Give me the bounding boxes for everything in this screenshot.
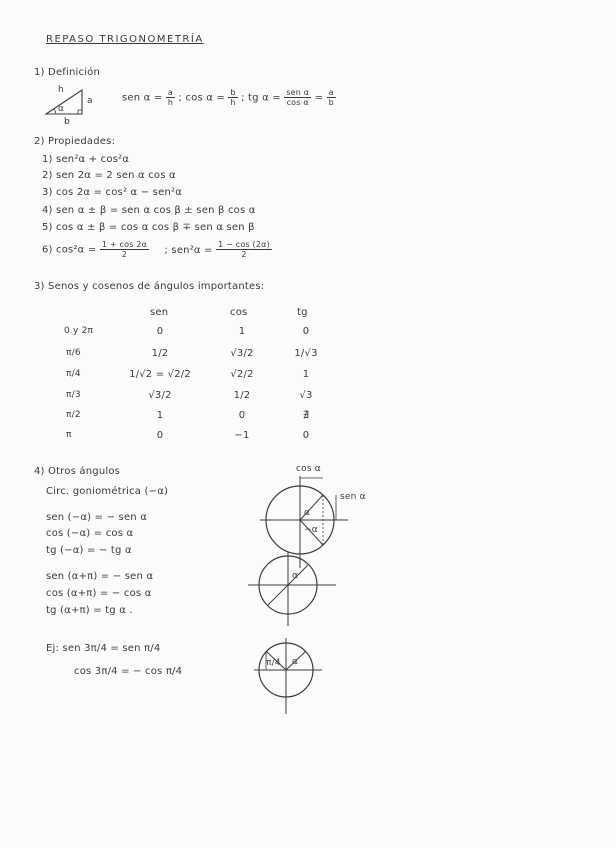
label-alpha-3: α	[292, 657, 299, 667]
row-label: 0 y 2π	[64, 326, 94, 336]
label-alpha-1: α	[304, 508, 311, 518]
property-6-cos: 6) cos²α =	[42, 244, 97, 256]
property-6-sen: ; sen²α =	[164, 244, 213, 256]
property-6	[42, 240, 272, 259]
property-6-frac-1: $\frac{1 + \cos 2\alpha}{2}$	[101, 240, 148, 259]
row-label: π/3	[66, 390, 81, 400]
triangle-label-h: h	[58, 85, 64, 95]
cell-cos: −1	[234, 430, 250, 441]
cell-sen: 1/√2 = √2/2	[129, 369, 191, 380]
section-3-heading: 3) Senos y cosenos de ángulos importantes:	[34, 281, 265, 292]
property-4: 4) sen α ± β = sen α cos β ± sen β cos α	[42, 205, 256, 216]
cell-cos: √2/2	[230, 369, 254, 380]
label-pi-over-4: π/4	[266, 658, 281, 668]
row-label: π/2	[66, 410, 81, 420]
cell-sen: 1/2	[151, 348, 169, 359]
cell-tg: 1	[302, 369, 310, 380]
tg-def-eq: =	[314, 92, 324, 104]
property-6-frac-2: $\frac{1 - \cos (2\alpha)}{2}$	[218, 240, 270, 259]
col-header-sen: sen	[150, 307, 169, 318]
unit-circle-example	[246, 634, 346, 718]
cos-def-prefix: ; cos α =	[178, 92, 226, 104]
row-label: π/4	[66, 369, 81, 379]
sen-def-fraction: $\frac{a}{h}$	[167, 88, 174, 107]
col-header-tg: tg	[297, 307, 308, 318]
property-2: 2) sen 2α = 2 sen α cos α	[42, 170, 176, 181]
cell-sen: 0	[156, 430, 164, 441]
triangle-label-a: a	[87, 96, 93, 106]
definition-formulas	[122, 88, 336, 107]
section-4-subheading: Circ. goniométrica (−α)	[46, 486, 169, 497]
cell-tg: ∄	[302, 410, 310, 421]
tg-def-prefix: ; tg α =	[241, 92, 281, 104]
property-5: 5) cos α ± β = cos α cos β ∓ sen α sen β	[42, 222, 255, 233]
example-sen: Ej: sen 3π/4 = sen π/4	[46, 643, 161, 654]
cell-sen: 1	[156, 410, 164, 421]
row-label: π	[66, 430, 72, 440]
triangle-label-b: b	[64, 117, 70, 127]
cos-def-fraction: $\frac{b}{h}$	[230, 88, 236, 107]
col-header-cos: cos	[230, 307, 248, 318]
label-cos-alpha: cos α	[296, 464, 321, 474]
identity-sen-plus-pi: sen (α+π) = − sen α	[46, 571, 154, 582]
sen-def-prefix: sen α =	[122, 92, 163, 104]
cell-cos: √3/2	[230, 348, 254, 359]
cell-tg: 1/√3	[294, 348, 318, 359]
cell-tg: √3	[299, 390, 313, 401]
identity-tg-plus-pi: tg (α+π) = tg α .	[46, 605, 133, 616]
cell-tg: 0	[302, 430, 310, 441]
label-neg-alpha: −α	[304, 525, 318, 535]
cell-cos: 1	[238, 326, 246, 337]
cell-sen: √3/2	[148, 390, 172, 401]
page-title: REPASO TRIGONOMETRÍA	[46, 34, 204, 45]
section-2-heading: 2) Propiedades:	[34, 136, 116, 147]
triangle-label-alpha: α	[58, 104, 65, 114]
identity-tg-neg: tg (−α) = − tg α	[46, 545, 132, 556]
row-label: π/6	[66, 348, 81, 358]
identity-cos-neg: cos (−α) = cos α	[46, 528, 134, 539]
section-1-heading: 1) Definición	[34, 67, 101, 78]
cell-cos: 1/2	[233, 390, 251, 401]
unit-circle-alpha-plus-pi	[246, 550, 346, 630]
cell-cos: 0	[238, 410, 246, 421]
identity-cos-plus-pi: cos (α+π) = − cos α	[46, 588, 152, 599]
example-cos: cos 3π/4 = − cos π/4	[74, 666, 183, 677]
identity-sen-neg: sen (−α) = − sen α	[46, 512, 148, 523]
property-1: 1) sen²α + cos²α	[42, 154, 130, 165]
cell-sen: 0	[156, 326, 164, 337]
label-alpha-2: α	[292, 571, 299, 581]
label-sen-alpha: sen α	[340, 492, 366, 502]
cell-tg: 0	[302, 326, 310, 337]
tg-def-fraction-2: $\frac{a}{b}$	[328, 88, 334, 107]
section-4-heading: 4) Otros ángulos	[34, 466, 121, 477]
property-3: 3) cos 2α = cos² α − sen²α	[42, 187, 182, 198]
tg-def-fraction: $\frac{\text{sen α}}{\text{cos α}}$	[286, 88, 310, 107]
